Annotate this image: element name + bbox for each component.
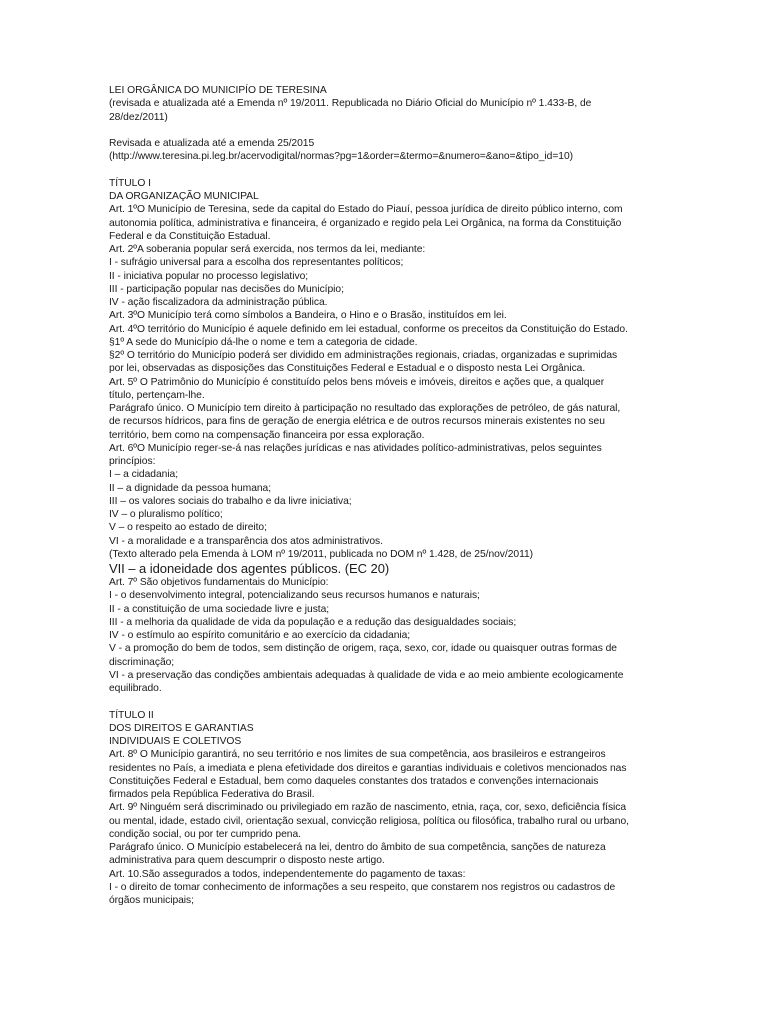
- text-line: I - sufrágio universal para a escolha dos representantes políticos;: [109, 257, 404, 269]
- text-line: princípios:: [109, 456, 156, 467]
- text-line: III – os valores sociais do trabalho e da livre iniciativa;: [109, 495, 352, 507]
- text-line: V – o respeito ao estado de direito;: [109, 522, 267, 534]
- text-line: IV - o estímulo ao espírito comunitário e ao exercício da cidadania;: [109, 630, 411, 641]
- text-line: Art. 1ºO Município de Teresina, sede da capital do Estado do Piauí, pessoa jurídica de direito público interno, com: [109, 204, 623, 216]
- republication-note: (revisada e atualizada até a Emenda nº 19/2011. Republicada no Diário Oficial do Município nº 1.433-B, de: [109, 98, 592, 110]
- text-line: III - participação popular nas decisões do Município;: [109, 283, 344, 295]
- text-line: Art. 3ºO Município terá como símbolos a Bandeira, o Hino e o Brasão, instituídos em lei.: [109, 310, 507, 322]
- text-line: §2º O território do Município poderá ser dividido em administrações regionais, criadas, organizadas e suprimidas: [109, 350, 618, 361]
- text-line: Constituições Federal e Estadual, bem como daqueles constantes dos tratados e convenções internacionais: [109, 775, 599, 787]
- text-line: Art. 5º O Patrimônio do Município é constituído pelos bens móveis e imóveis, direitos e ações que, a qualquer: [109, 376, 605, 388]
- text-line: título, pertençam-lhe.: [109, 389, 205, 401]
- section-subheading: DA ORGANIZAÇÃO MUNICIPAL: [109, 191, 259, 202]
- text-line: administrativa para quem descumprir o disposto neste artigo.: [109, 855, 385, 867]
- text-line: Parágrafo único. O Município tem direito à participação no resultado das explorações de petróleo, de gás natural,: [109, 403, 621, 414]
- text-line: §1º A sede do Município dá-lhe o nome e tem a categoria de cidade.: [109, 336, 418, 348]
- text-line: Art. 7º São objetivos fundamentais do Município:: [109, 577, 329, 588]
- spacer: [109, 164, 649, 177]
- text-line: residentes no País, a imediata e plena efetividade dos direitos e garantias individuais e coletivos mencionados nas: [109, 762, 627, 774]
- text-line: Art. 10.São assegurados a todos, independentemente do pagamento de taxas:: [109, 868, 466, 880]
- spacer: [109, 124, 649, 137]
- text-line: Parágrafo único. O Município estabelecerá na lei, dentro do âmbito de sua competência, sanções de natureza: [109, 842, 606, 853]
- text-line: I - o desenvolvimento integral, potencializando seus recursos humanos e naturais;: [109, 590, 480, 602]
- text-line: firmados pela República Federativa do Brasil.: [109, 789, 315, 800]
- section-subheading: INDIVIDUAIS E COLETIVOS: [109, 736, 242, 747]
- text-line: IV - ação fiscalizadora da administração pública.: [109, 297, 328, 308]
- section-heading: TÍTULO I: [109, 177, 151, 189]
- spacer: [109, 695, 649, 708]
- text-line: Federal e da Constituição Estadual.: [109, 230, 271, 242]
- amendment-highlight: VII – a idoneidade dos agentes públicos. (EC 20): [109, 561, 390, 576]
- text-line: Art. 8º O Município garantirá, no seu território e nos limites de sua competência, aos brasileiros e estrangeiros: [109, 749, 606, 761]
- republication-note-cont: 28/dez/2011): [109, 111, 168, 123]
- text-line: autonomia política, administrativa e financeira, é organizado e regido pela Lei Orgânica, na forma da Constituição: [109, 217, 622, 229]
- text-line: II - a constituição de uma sociedade livre e justa;: [109, 603, 330, 615]
- titulo1-body: [109, 203, 649, 695]
- text-line: I – a cidadania;: [109, 469, 179, 481]
- text-line: por lei, observadas as disposições das Constituições Federal e Estadual e o disposto nesta Lei Orgânica.: [109, 363, 586, 375]
- text-line: discriminação;: [109, 656, 175, 668]
- text-line: Art. 2ºA soberania popular será exercida, nos termos da lei, mediante:: [109, 244, 426, 255]
- text-line: V - a promoção do bem de todos, sem distinção de origem, raça, sexo, cor, idade ou quaisquer outras formas de: [109, 643, 617, 655]
- text-line: território, bem como na compensação financeira por essa exploração.: [109, 429, 425, 441]
- text-line: ou mental, idade, estado civil, orientação sexual, convicção religiosa, política ou filosófica, trabalho rural ou urbano,: [109, 815, 629, 827]
- text-line: VI - a moralidade e a transparência dos atos administrativos.: [109, 535, 383, 547]
- document-title: LEI ORGÂNICA DO MUNICIPÍO DE TERESINA: [109, 85, 327, 96]
- section-heading: TÍTULO II: [109, 709, 154, 721]
- text-line: órgãos municipais;: [109, 895, 194, 906]
- titulo2-body: [109, 748, 649, 907]
- text-line: Art. 9º Ninguém será discriminado ou privilegiado em razão de nascimento, etnia, raça, cor, sexo, deficiência física: [109, 802, 627, 814]
- text-line: II - iniciativa popular no processo legislativo;: [109, 270, 309, 282]
- revision-note: Revisada e atualizada até a emenda 25/2015: [109, 138, 315, 149]
- text-line: condição social, ou por ter cumprido pena.: [109, 828, 301, 840]
- text-line: II – a dignidade da pessoa humana;: [109, 482, 272, 494]
- section-subheading: DOS DIREITOS E GARANTIAS: [109, 722, 254, 734]
- text-line: I - o direito de tomar conhecimento de informações a seu respeito, que constarem nos registros ou cadastros de: [109, 881, 616, 893]
- text-line: Art. 4ºO território do Município é aquele definido em lei estadual, conforme os preceitos da Constituição do Estado.: [109, 323, 628, 335]
- text-line: VI - a preservação das condições ambientais adequadas à qualidade de vida e ao meio ambiente ecologicamente: [109, 669, 624, 681]
- source-url: (http://www.teresina.pi.leg.br/acervodigital/normas?pg=1&order=&termo=&numero=&ano=&tipo_id=10): [109, 151, 574, 163]
- text-line: (Texto alterado pela Emenda à LOM nº 19/2011, publicada no DOM nº 1.428, de 25/nov/2011): [109, 548, 534, 560]
- text-line: Art. 6ºO Município reger-se-á nas relações jurídicas e nas atividades político-administrativas, pelos seguintes: [109, 442, 602, 454]
- document-page: [109, 84, 649, 907]
- text-line: III - a melhoria da qualidade de vida da população e a redução das desigualdades sociais;: [109, 616, 517, 628]
- text-line: equilibrado.: [109, 683, 162, 694]
- text-line: de recursos hídricos, para fins de geração de energia elétrica e de outros recursos minerais existentes no seu: [109, 416, 605, 428]
- text-line: IV – o pluralismo político;: [109, 509, 223, 520]
